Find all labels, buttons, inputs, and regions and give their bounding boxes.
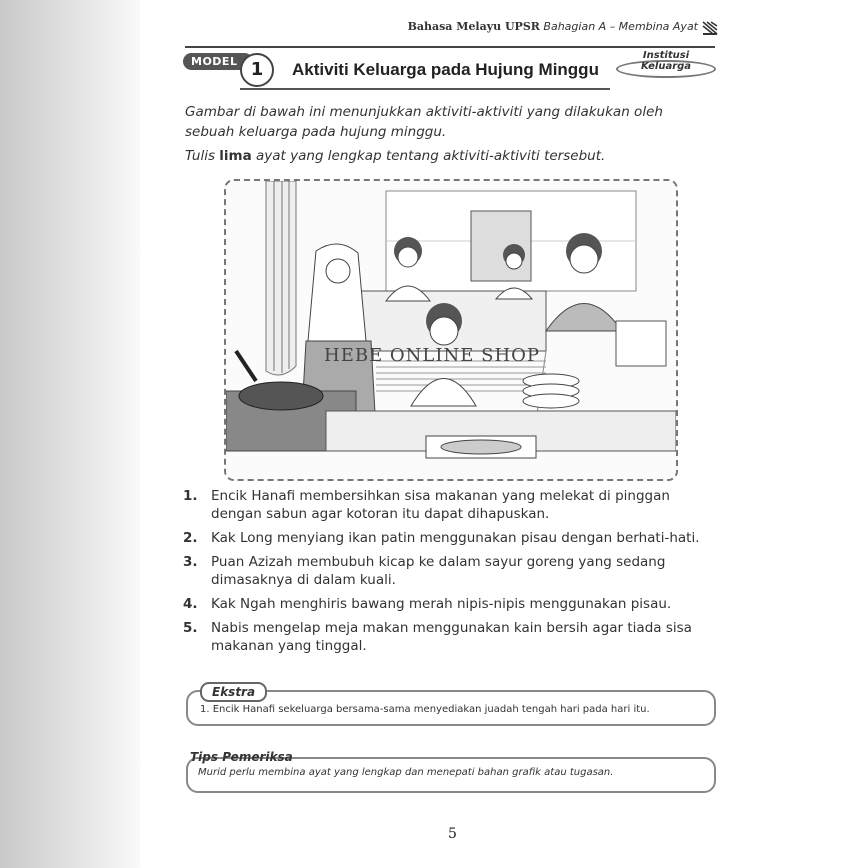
section-title: Bahagian A – Membina Ayat — [543, 20, 698, 33]
book-title: Bahasa Melayu UPSR — [407, 20, 540, 33]
model-label: MODEL — [183, 53, 253, 70]
binding-shadow — [0, 0, 150, 868]
answer-text: Kak Ngah menghiris bawang merah nipis-nipis menggunakan pisau. — [211, 596, 672, 612]
ekstra-text: 1. Encik Hanafi sekeluarga bersama-sama menyediakan juadah tengah hari pada hari itu. — [200, 704, 650, 715]
answer-number: 2. — [183, 530, 198, 546]
answer-item — [183, 487, 723, 523]
theme-label — [616, 50, 716, 80]
ekstra-label: Ekstra — [200, 682, 267, 702]
theme-line-2: Keluarga — [640, 61, 692, 72]
answer-number: 5. — [183, 620, 198, 636]
model-title: Aktiviti Keluarga pada Hujung Minggu — [292, 60, 599, 79]
running-header — [408, 20, 698, 33]
answer-item — [183, 553, 723, 589]
answer-text: Nabis mengelap meja makan menggunakan kain bersih agar tiada sisa makanan yang tinggal. — [211, 620, 692, 654]
instruction-2-end: ayat yang lengkap tentang aktiviti-aktiviti tersebut. — [251, 148, 606, 164]
theme-line-1: Institusi — [642, 50, 690, 61]
instruction-paragraph-2 — [185, 146, 715, 166]
kitchen-scene-drawing — [226, 181, 676, 479]
family-kitchen-illustration — [224, 179, 678, 481]
publisher-logo-icon — [702, 20, 718, 36]
instruction-2-start: Tulis — [185, 148, 220, 164]
answer-item — [183, 619, 723, 655]
answer-number: 4. — [183, 596, 198, 612]
header-rule — [185, 46, 715, 48]
answer-number: 1. — [183, 488, 198, 504]
title-rule — [240, 88, 610, 90]
instruction-paragraph-1: Gambar di bawah ini menunjukkan aktiviti-aktiviti yang dilakukan oleh sebuah keluarga pada hujung minggu. — [185, 104, 663, 140]
tips-label: Tips Pemeriksa — [190, 750, 293, 764]
watermark: HEBE ONLINE SHOP — [324, 345, 541, 366]
tips-text: Murid perlu membina ayat yang lengkap dan menepati bahan grafik atau tugasan. — [198, 767, 614, 778]
curtain — [266, 181, 296, 375]
answer-number: 3. — [183, 554, 198, 570]
answer-item — [183, 529, 723, 547]
model-number: 1 — [240, 53, 274, 87]
answer-text: Encik Hanafi membersihkan sisa makanan yang melekat di pinggan dengan sabun agar kotoran itu dapat dihapuskan. — [211, 488, 670, 522]
page-number: 5 — [448, 826, 457, 842]
answer-text: Puan Azizah membubuh kicap ke dalam sayur goreng yang sedang dimasaknya di dalam kuali. — [211, 554, 666, 588]
answer-text: Kak Long menyiang ikan patin menggunakan pisau dengan berhati-hati. — [211, 530, 700, 546]
answer-list — [183, 487, 723, 661]
answer-item — [183, 595, 723, 613]
instruction-2-bold: lima — [219, 148, 252, 164]
